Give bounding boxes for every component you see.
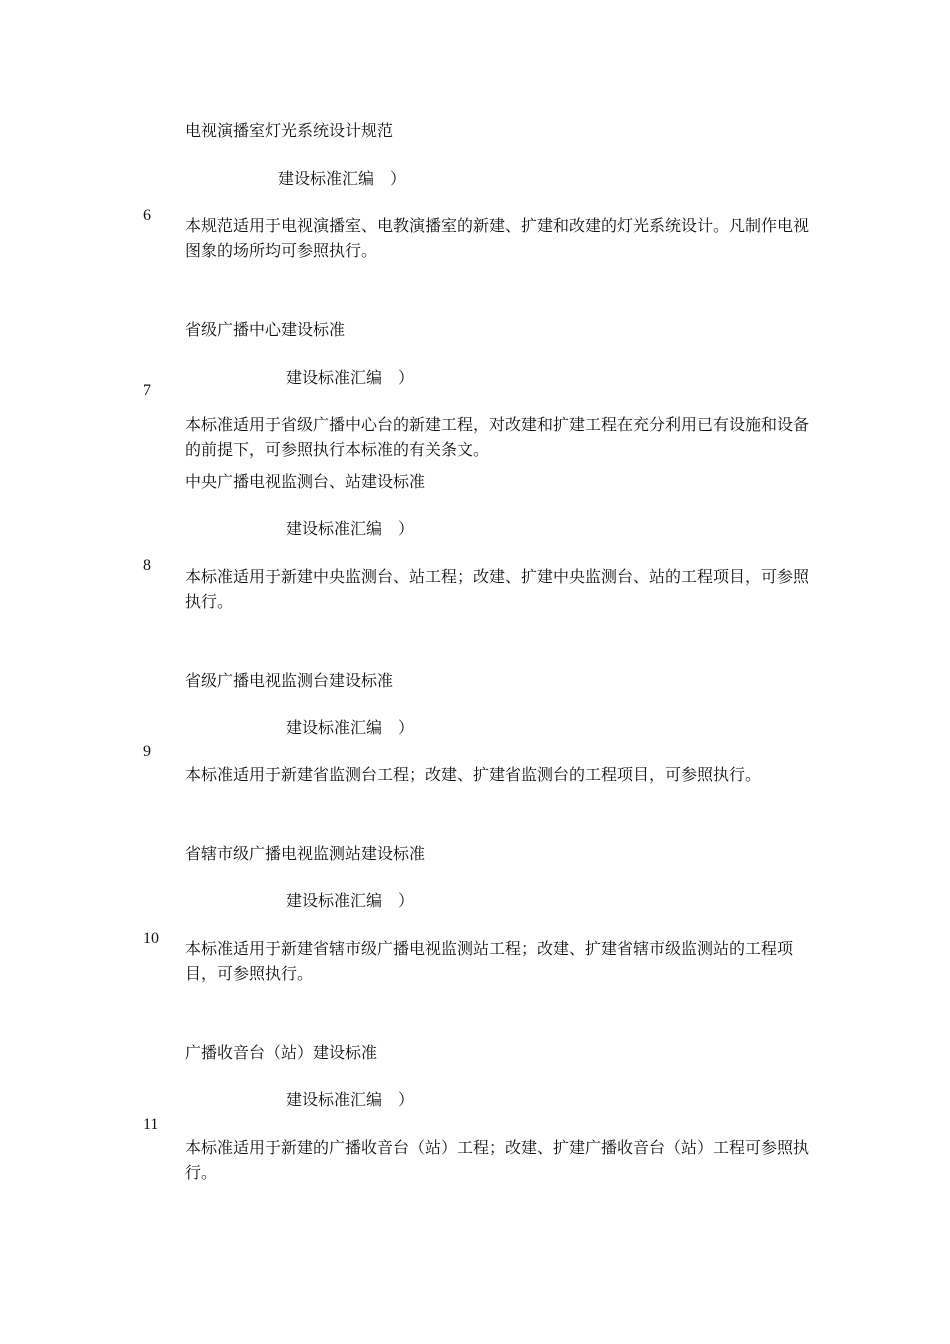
entry-description: 本标准适用于新建省监测台工程；改建、扩建省监测台的工程项目，可参照执行。 bbox=[185, 765, 762, 784]
entry-number: 10 bbox=[143, 930, 159, 947]
entry-description: 本标准适用于新建中央监测台、站工程；改建、扩建中央监测台、站的工程项目，可参照执行。 bbox=[185, 567, 810, 611]
entry-subtitle: 建设标准汇编 ） bbox=[286, 368, 415, 387]
entry-title: 中央广播电视监测台、站建设标准 bbox=[185, 472, 426, 491]
entry-number: 9 bbox=[143, 743, 151, 760]
entry-number: 8 bbox=[143, 557, 151, 574]
entry-subtitle: 建设标准汇编 ） bbox=[278, 169, 407, 188]
entry-subtitle: 建设标准汇编 ） bbox=[286, 519, 415, 538]
entry-number: 7 bbox=[143, 382, 151, 399]
entry-subtitle: 建设标准汇编 ） bbox=[286, 891, 415, 910]
entry-title: 电视演播室灯光系统设计规范 bbox=[185, 121, 394, 140]
entry-title: 广播收音台（站）建设标准 bbox=[185, 1043, 378, 1062]
entry-description: 本标准适用于新建的广播收音台（站）工程；改建、扩建广播收音台（站）工程可参照执行。 bbox=[185, 1138, 810, 1182]
entry-number: 6 bbox=[143, 207, 151, 224]
entry-subtitle: 建设标准汇编 ） bbox=[286, 718, 415, 737]
entry-description: 本标准适用于省级广播中心台的新建工程，对改建和扩建工程在充分利用已有设施和设备的前提下，可参照执行本标准的有关条文。 bbox=[185, 415, 810, 459]
entry-title: 省级广播电视监测台建设标准 bbox=[185, 671, 394, 690]
entry-description: 本规范适用于电视演播室、电教演播室的新建、扩建和改建的灯光系统设计。凡制作电视图象的场所均可参照执行。 bbox=[185, 216, 810, 260]
entry-subtitle: 建设标准汇编 ） bbox=[286, 1090, 415, 1109]
entry-description: 本标准适用于新建省辖市级广播电视监测站工程；改建、扩建省辖市级监测站的工程项目，可参照执行。 bbox=[185, 939, 794, 983]
entry-number: 11 bbox=[143, 1116, 159, 1133]
entry-title: 省辖市级广播电视监测站建设标准 bbox=[185, 844, 426, 863]
entry-title: 省级广播中心建设标准 bbox=[185, 320, 346, 339]
